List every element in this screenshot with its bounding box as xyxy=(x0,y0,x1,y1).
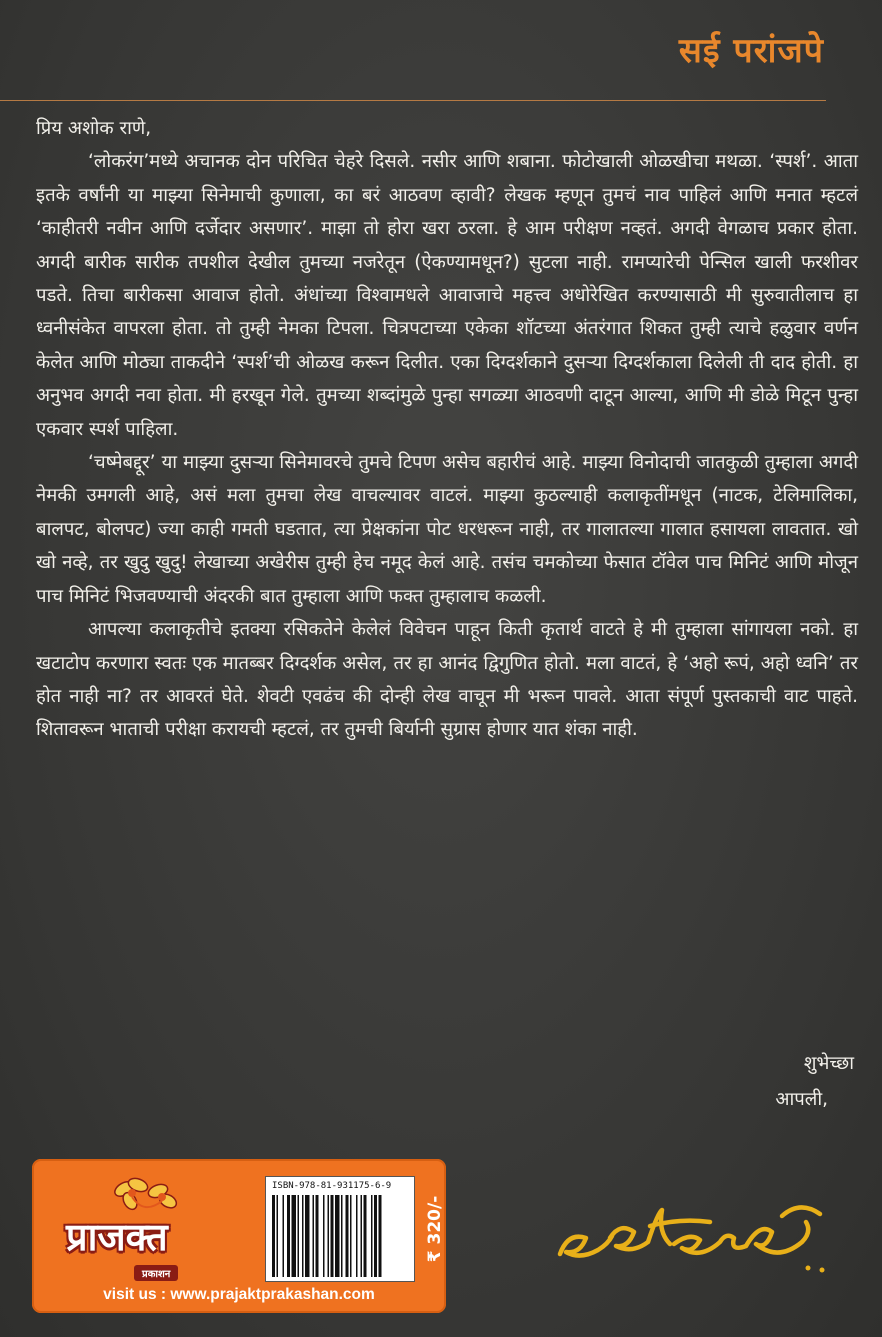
closing-wishes: शुभेच्छा xyxy=(803,1053,854,1074)
price-label: ₹ 320/- xyxy=(425,1195,445,1263)
letter-body xyxy=(36,112,858,747)
publisher-logo-text: प्राजक्त xyxy=(66,1215,168,1259)
isbn-barcode xyxy=(265,1176,415,1282)
letter-greeting: प्रिय अशोक राणे, xyxy=(36,118,152,139)
letter-closing xyxy=(740,1046,854,1118)
header-divider xyxy=(0,100,826,101)
letter-paragraph: ‘चष्मेबद्दूर’ या माझ्या दुसऱ्या सिनेमावरचे तुमचे टिपण असेच बहारीचं आहे. माझ्या विनोदाची जातकुळी तुम्हाला अगदी नेमकी उमगली आहे, असं मला तुमचा लेख वाचल्यावर वाटलं. माझ्या कुठल्याही कलाकृतींमधून (नाटक, टेलिमालिका, बालपट, बोलपट) ज्या काही गमती घडतात, त्या प्रेक्षकांना पोट धरधरून नाही, तर गालातल्या गालात हसायला लावतात. खो खो नव्हे, तर खुदु खुदु! लेखाच्या अखेरीस तुम्ही हेच नमूद केलं आहे. तसंच चमकोच्या फेसात टॉवेल पाच मिनिटं आणि मोजून पाच मिनिटं भिजवण्याची अंदरकी बात तुम्हाला आणि फक्त तुम्हालाच कळली. xyxy=(36,452,858,607)
signature-icon xyxy=(550,1192,850,1292)
letter-paragraph: आपल्या कलाकृतीचे इतक्या रसिकतेने केलेलं विवेचन पाहून किती कृतार्थ वाटते हे मी तुम्हाला सांगायला नको. हा खटाटोप करणारा स्वतः एक मातब्बर दिग्दर्शक असेल, तर हा आनंद द्विगुणित होतो. मला वाटतं, हे ‘अहो रूपं, अहो ध्वनि’ तर होत नाही ना? तर आवरतं घेते. शेवटी एवढंच की दोन्ही लेख वाचून मी भरून पावले. आता संपूर्ण पुस्तकाची वाट पाहते. शितावरून भाताची परीक्षा करायची म्हटलं, तर तुमची बिर्यानी सुग्रास होणार यात शंका नाही. xyxy=(36,619,858,741)
closing-yours: आपली, xyxy=(775,1089,828,1110)
publisher-badge xyxy=(32,1159,446,1313)
author-name: सई परांजपे xyxy=(678,31,824,71)
isbn-number: ISBN-978-81-931175-6-9 xyxy=(272,1181,392,1191)
flower-icon xyxy=(104,1175,184,1219)
publisher-logo-subtitle: प्रकाशन xyxy=(134,1265,178,1281)
publisher-logo xyxy=(46,1169,276,1280)
barcode-icon xyxy=(272,1195,408,1277)
publisher-website: visit us : www.prajaktprakashan.com xyxy=(103,1286,375,1303)
letter-paragraph: ‘लोकरंग’मध्ये अचानक दोन परिचित चेहरे दिसले. नसीर आणि शबाना. फोटोखाली ओळखीचा मथळा. ‘स्पर्श’. आता इतके वर्षांनी या माझ्या सिनेमाची कुणाला, का बरं आठवण व्हावी? लेखक म्हणून तुमचं नाव पाहिलं आणि मनात म्हटलं ‘काहीतरी नवीन आणि दर्जेदार असणार’. माझा तो होरा खरा ठरला. हे आम परीक्षण नव्हतं. अगदी वेगळाच प्रकार होता. अगदी बारीक सारीक तपशील देखील तुमच्या नजरेतून (ऐकण्यामधून?) सुटला नाही. रामप्यारेची पेन्सिल खाली फरशीवर पडते. तिचा बारीकसा आवाज होतो. अंधांच्या विश्वामधले आवाजाचे महत्त्व अधोरेखित करण्यासाठी मी सुरुवातीलाच हा ध्वनीसंकेत वापरला होता. तो तुम्ही नेमका टिपला. चित्रपटाच्या एकेका शॉटच्या अंतरंगात शिकत तुम्ही त्याचे हळुवार वर्णन केलेत आणि मोठ्या ताकदीने ‘स्पर्श’ची ओळख करून दिलीत. एका दिग्दर्शकाने दुसऱ्या दिग्दर्शकाला दिलेली ती दाद होती. हा अनुभव अगदी नवा होता. मी हरखून गेले. तुमच्या शब्दांमुळे पुन्हा सगळ्या आठवणी दाटून आल्या, आणि मी डोळे मिटून पुन्हा एकवार स्पर्श पाहिला. xyxy=(36,151,858,440)
price-tag xyxy=(424,1173,446,1285)
